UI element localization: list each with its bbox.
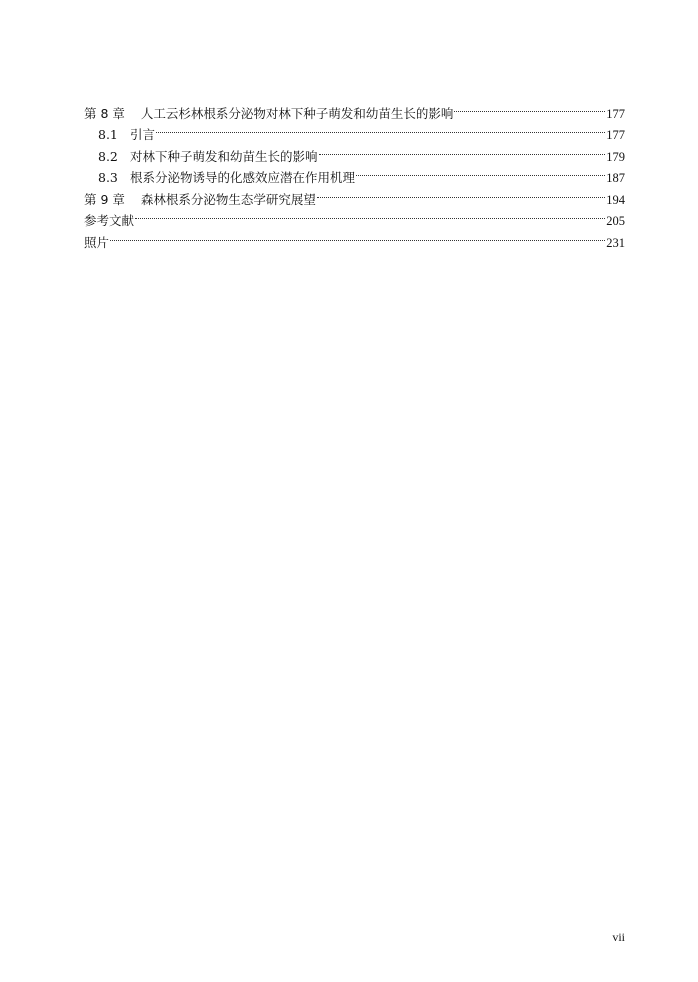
toc-entry-title: 森林根系分泌物生态学研究展望 [140, 191, 316, 207]
toc-entry-photos[interactable] [84, 225, 625, 250]
toc-entry-title: 人工云杉林根系分泌物对林下种子萌发和幼苗生长的影响 [140, 105, 454, 121]
toc-entry-title: 对林下种子萌发和幼苗生长的影响 [130, 148, 318, 164]
dot-leader [135, 204, 605, 226]
toc-entry-section-8-1[interactable] [84, 118, 625, 140]
toc-entry-page: 205 [606, 214, 625, 228]
table-of-contents [84, 96, 625, 250]
dot-leader [356, 161, 605, 183]
toc-entry-page: 177 [606, 106, 625, 121]
dot-leader [319, 139, 606, 161]
dot-leader [156, 118, 605, 140]
toc-entry-title: 引言 [130, 127, 156, 142]
dot-leader [317, 182, 605, 204]
toc-entry-section-8-2[interactable] [84, 139, 625, 164]
toc-entry-page: 179 [606, 149, 625, 164]
toc-entry-number: 第 9 章 [84, 191, 125, 207]
toc-entry-number: 8.2 [98, 148, 118, 164]
dot-leader [110, 225, 605, 247]
page-number-footer: vii [612, 930, 625, 944]
toc-entry-number: 8.1 [98, 127, 118, 142]
toc-entry-page: 177 [606, 128, 625, 142]
toc-entry-number: 第 8 章 [84, 105, 125, 121]
toc-entry-page: 187 [606, 171, 625, 185]
toc-entry-page: 231 [606, 235, 625, 250]
toc-entry-number: 8.3 [98, 170, 118, 185]
dot-leader [454, 96, 605, 118]
toc-entry-references[interactable] [84, 204, 625, 226]
toc-entry-title: 根系分泌物诱导的化感效应潜在作用机理 [130, 170, 356, 185]
toc-entry-chapter-8[interactable] [84, 96, 625, 121]
toc-entry-page: 194 [606, 192, 625, 207]
toc-entry-title: 参考文献 [84, 213, 135, 228]
toc-entry-title: 照片 [84, 234, 110, 250]
